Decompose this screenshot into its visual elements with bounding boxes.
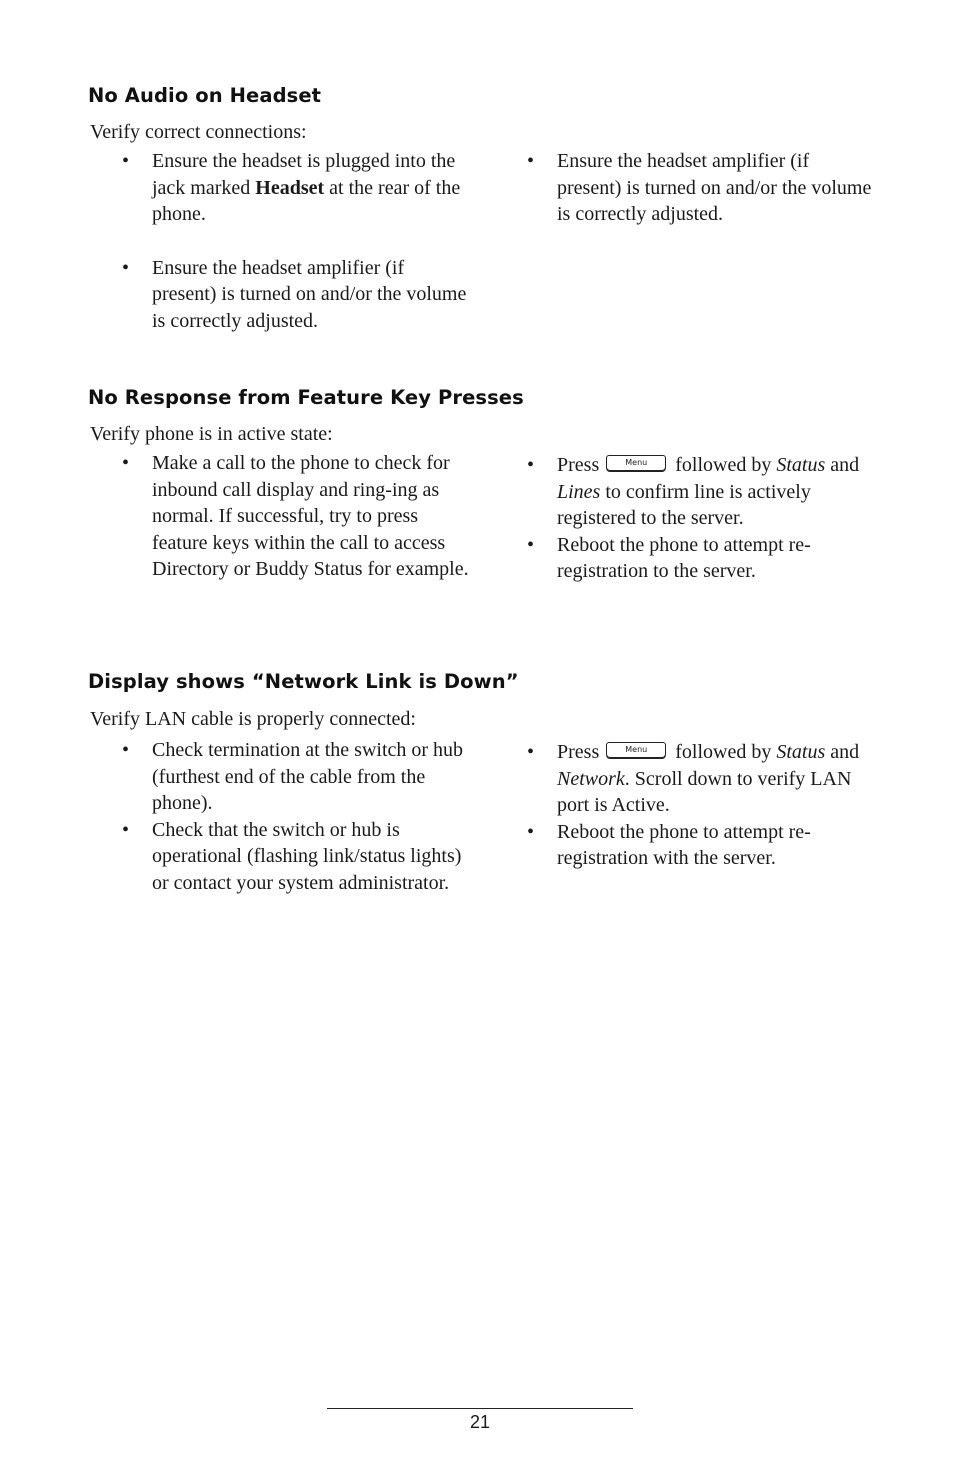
bullet-list-right bbox=[527, 739, 877, 872]
list-item: • Reboot the phone to attempt re-registration to the server. bbox=[527, 532, 877, 585]
list-item: • Ensure the headset is plugged into the jack marked Headset at the rear of the phone. bbox=[122, 148, 472, 228]
section-intro: Verify phone is in active state: bbox=[90, 423, 333, 445]
menu-key-icon: Menu bbox=[606, 742, 666, 758]
list-item: • Make a call to the phone to check for inbound call display and ring-ing as normal. If successful, try to press feature keys within the call to access Directory or Buddy Status for example. bbox=[122, 450, 472, 583]
section-heading-no-response: No Response from Feature Key Presses bbox=[88, 386, 524, 409]
list-item: • Press Menu followed by Status and Network. Scroll down to verify LAN port is Active. bbox=[527, 739, 877, 819]
section-heading-no-audio: No Audio on Headset bbox=[88, 84, 322, 107]
page-number: 21 bbox=[469, 1412, 491, 1432]
section-intro: Verify LAN cable is properly connected: bbox=[90, 708, 416, 730]
list-item: • Check termination at the switch or hub (furthest end of the cable from the phone). bbox=[122, 737, 472, 817]
list-item: • Check that the switch or hub is operational (flashing link/status lights) or contact your system administrator. bbox=[122, 817, 472, 897]
section-heading-network-link: Display shows “Network Link is Down” bbox=[88, 670, 519, 693]
bullet-list-left bbox=[122, 450, 472, 583]
footer-rule bbox=[327, 1408, 633, 1409]
list-item: • Ensure the headset amplifier (if present) is turned on and/or the volume is correctly adjusted. bbox=[527, 148, 877, 228]
bullet-list-left bbox=[122, 737, 472, 896]
bullet-list-left bbox=[122, 148, 472, 334]
list-item: • Reboot the phone to attempt re-registration with the server. bbox=[527, 819, 877, 872]
list-item: • Ensure the headset amplifier (if present) is turned on and/or the volume is correctly adjusted. bbox=[122, 255, 472, 335]
section-intro: Verify correct connections: bbox=[90, 121, 307, 143]
bullet-list-right bbox=[527, 452, 877, 585]
menu-key-icon: Menu bbox=[606, 455, 666, 471]
list-item: • Press Menu followed by Status and Lines to confirm line is actively registered to the server. bbox=[527, 452, 877, 532]
bullet-list-right bbox=[527, 148, 877, 228]
